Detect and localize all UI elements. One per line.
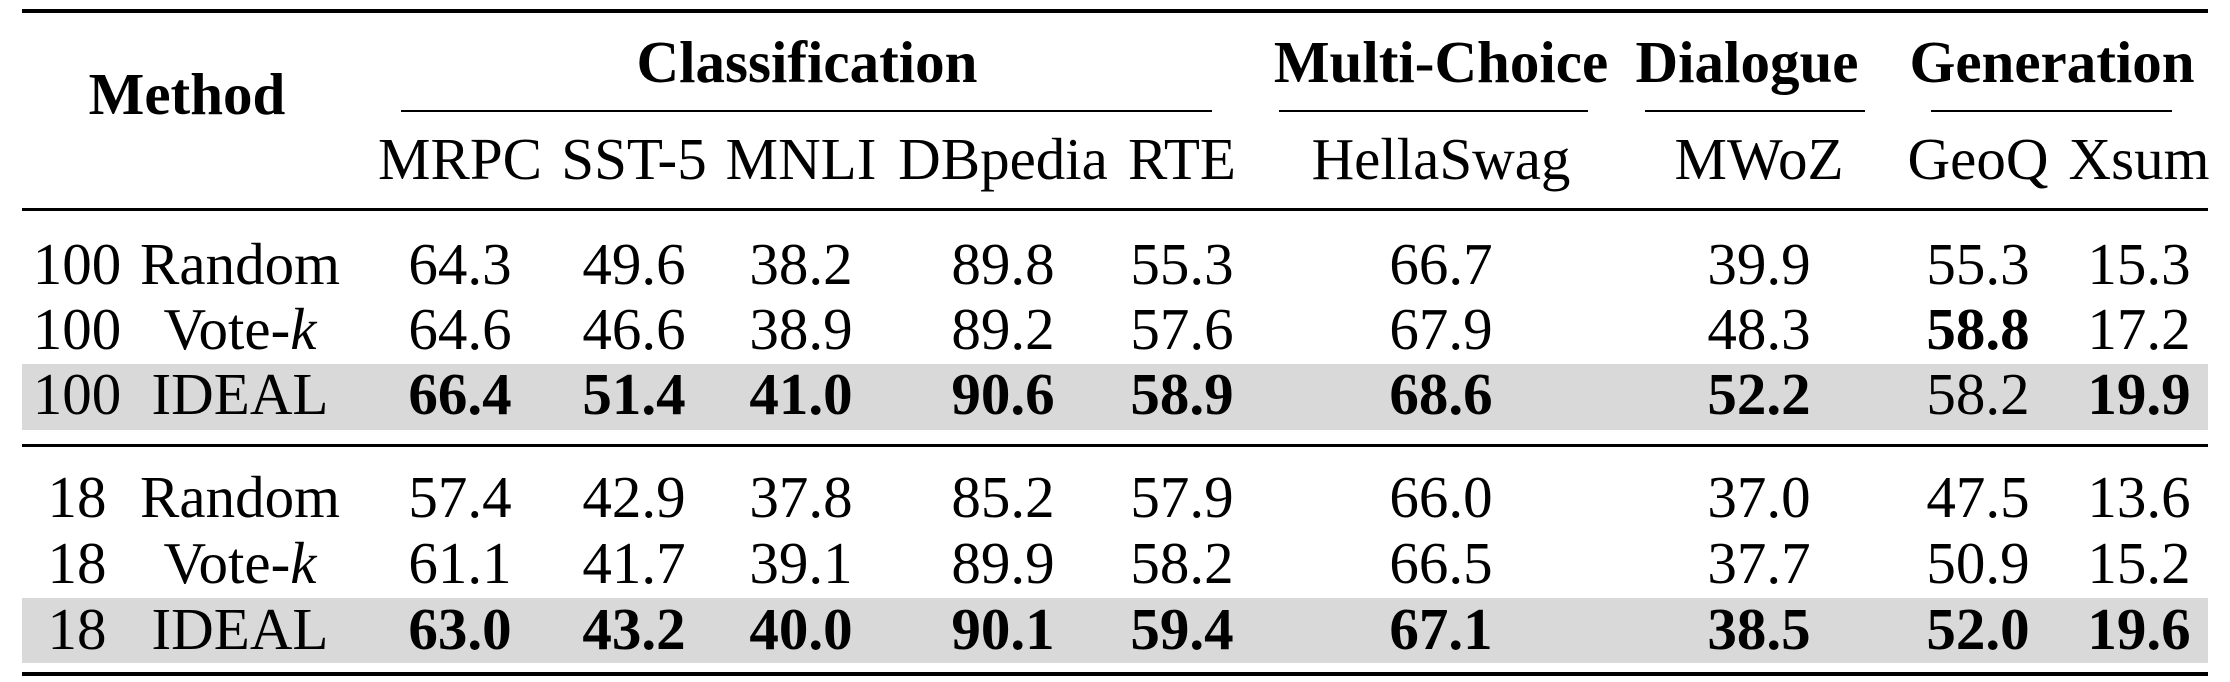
column-header-dbpedia: DBpedia: [898, 126, 1108, 192]
score-mwoz: 37.7: [1707, 530, 1811, 596]
score-rte: 57.9: [1130, 464, 1234, 530]
method-variable: k: [290, 530, 317, 596]
score-xsum: 13.6: [2087, 464, 2191, 530]
column-header-mwoz: MWoZ: [1674, 126, 1844, 192]
budget: 100: [32, 231, 122, 297]
column-header-geoq: GeoQ: [1907, 126, 2049, 192]
score-sst-5: 43.2: [582, 596, 686, 662]
header-rule: [22, 208, 2208, 211]
group-underline-multi-choice: [1279, 110, 1588, 112]
score-geoq: 58.8: [1926, 296, 2030, 362]
group-header-dialogue: Dialogue: [1635, 29, 1859, 95]
column-header-mnli: MNLI: [725, 126, 877, 192]
score-hellaswag: 67.9: [1389, 296, 1493, 362]
score-mwoz: 37.0: [1707, 464, 1811, 530]
method-header: Method: [88, 61, 286, 127]
budget: 18: [47, 530, 107, 596]
group-underline-generation: [1931, 110, 2172, 112]
score-geoq: 47.5: [1926, 464, 2030, 530]
score-mnli: 41.0: [749, 361, 853, 427]
score-geoq: 58.2: [1926, 361, 2030, 427]
group-underline-classification: [401, 110, 1212, 112]
score-mnli: 37.8: [749, 464, 853, 530]
score-rte: 58.2: [1130, 530, 1234, 596]
highlight-row-band: [22, 598, 2208, 663]
score-rte: 55.3: [1130, 231, 1234, 297]
score-sst-5: 49.6: [582, 231, 686, 297]
highlight-row-band: [22, 361, 2208, 430]
score-xsum: 17.2: [2087, 296, 2191, 362]
method-name: IDEAL: [151, 361, 329, 427]
method-name: IDEAL: [151, 596, 329, 662]
score-hellaswag: 66.7: [1389, 231, 1493, 297]
score-sst-5: 46.6: [582, 296, 686, 362]
score-hellaswag: 66.5: [1389, 530, 1493, 596]
score-mnli: 40.0: [749, 596, 853, 662]
score-hellaswag: 67.1: [1389, 596, 1493, 662]
score-sst-5: 42.9: [582, 464, 686, 530]
score-mnli: 38.9: [749, 296, 853, 362]
budget: 18: [47, 464, 107, 530]
column-header-xsum: Xsum: [2068, 126, 2210, 192]
score-mrpc: 66.4: [408, 361, 512, 427]
score-rte: 57.6: [1130, 296, 1234, 362]
score-xsum: 15.3: [2087, 231, 2191, 297]
score-mnli: 38.2: [749, 231, 853, 297]
budget: 100: [32, 296, 122, 362]
column-header-mrpc: MRPC: [378, 126, 542, 192]
bottom-rule: [22, 672, 2208, 676]
group-header-multi-choice: Multi-Choice: [1273, 29, 1609, 95]
group-header-generation: Generation: [1909, 29, 2195, 95]
score-dbpedia: 89.2: [951, 296, 1055, 362]
method-name: [164, 297, 317, 362]
score-dbpedia: 90.1: [951, 596, 1055, 662]
column-header-sst-5: SST-5: [561, 126, 707, 192]
method-variable: k: [290, 296, 317, 362]
score-xsum: 15.2: [2087, 530, 2191, 596]
score-mrpc: 57.4: [408, 464, 512, 530]
score-sst-5: 41.7: [582, 530, 686, 596]
score-geoq: 52.0: [1926, 596, 2030, 662]
score-xsum: 19.9: [2087, 361, 2191, 427]
score-mwoz: 52.2: [1707, 361, 1811, 427]
score-dbpedia: 89.9: [951, 530, 1055, 596]
score-geoq: 50.9: [1926, 530, 2030, 596]
column-header-rte: RTE: [1128, 126, 1236, 192]
score-mrpc: 63.0: [408, 596, 512, 662]
score-mwoz: 39.9: [1707, 231, 1811, 297]
budget: 18: [47, 596, 107, 662]
score-mrpc: 61.1: [408, 530, 512, 596]
score-mrpc: 64.6: [408, 296, 512, 362]
group-header-classification: Classification: [636, 29, 978, 95]
column-header-hellaswag: HellaSwag: [1311, 126, 1571, 192]
score-mnli: 39.1: [749, 530, 853, 596]
score-geoq: 55.3: [1926, 231, 2030, 297]
score-hellaswag: 68.6: [1389, 361, 1493, 427]
score-rte: 59.4: [1130, 596, 1234, 662]
method-prefix: Vote-: [163, 530, 291, 596]
score-mrpc: 64.3: [408, 231, 512, 297]
score-rte: 58.9: [1130, 361, 1234, 427]
score-sst-5: 51.4: [582, 361, 686, 427]
group-underline-dialogue: [1645, 110, 1865, 112]
score-mwoz: 38.5: [1707, 596, 1811, 662]
method-name: [164, 531, 317, 596]
method-name: Random: [140, 231, 340, 297]
method-name: Random: [140, 464, 340, 530]
score-dbpedia: 90.6: [951, 361, 1055, 427]
score-dbpedia: 85.2: [951, 464, 1055, 530]
score-mwoz: 48.3: [1707, 296, 1811, 362]
budget: 100: [32, 361, 122, 427]
method-prefix: Vote-: [163, 296, 291, 362]
score-xsum: 19.6: [2087, 596, 2191, 662]
score-dbpedia: 89.8: [951, 231, 1055, 297]
score-hellaswag: 66.0: [1389, 464, 1493, 530]
top-rule: [22, 9, 2208, 13]
section-rule: [22, 444, 2208, 447]
